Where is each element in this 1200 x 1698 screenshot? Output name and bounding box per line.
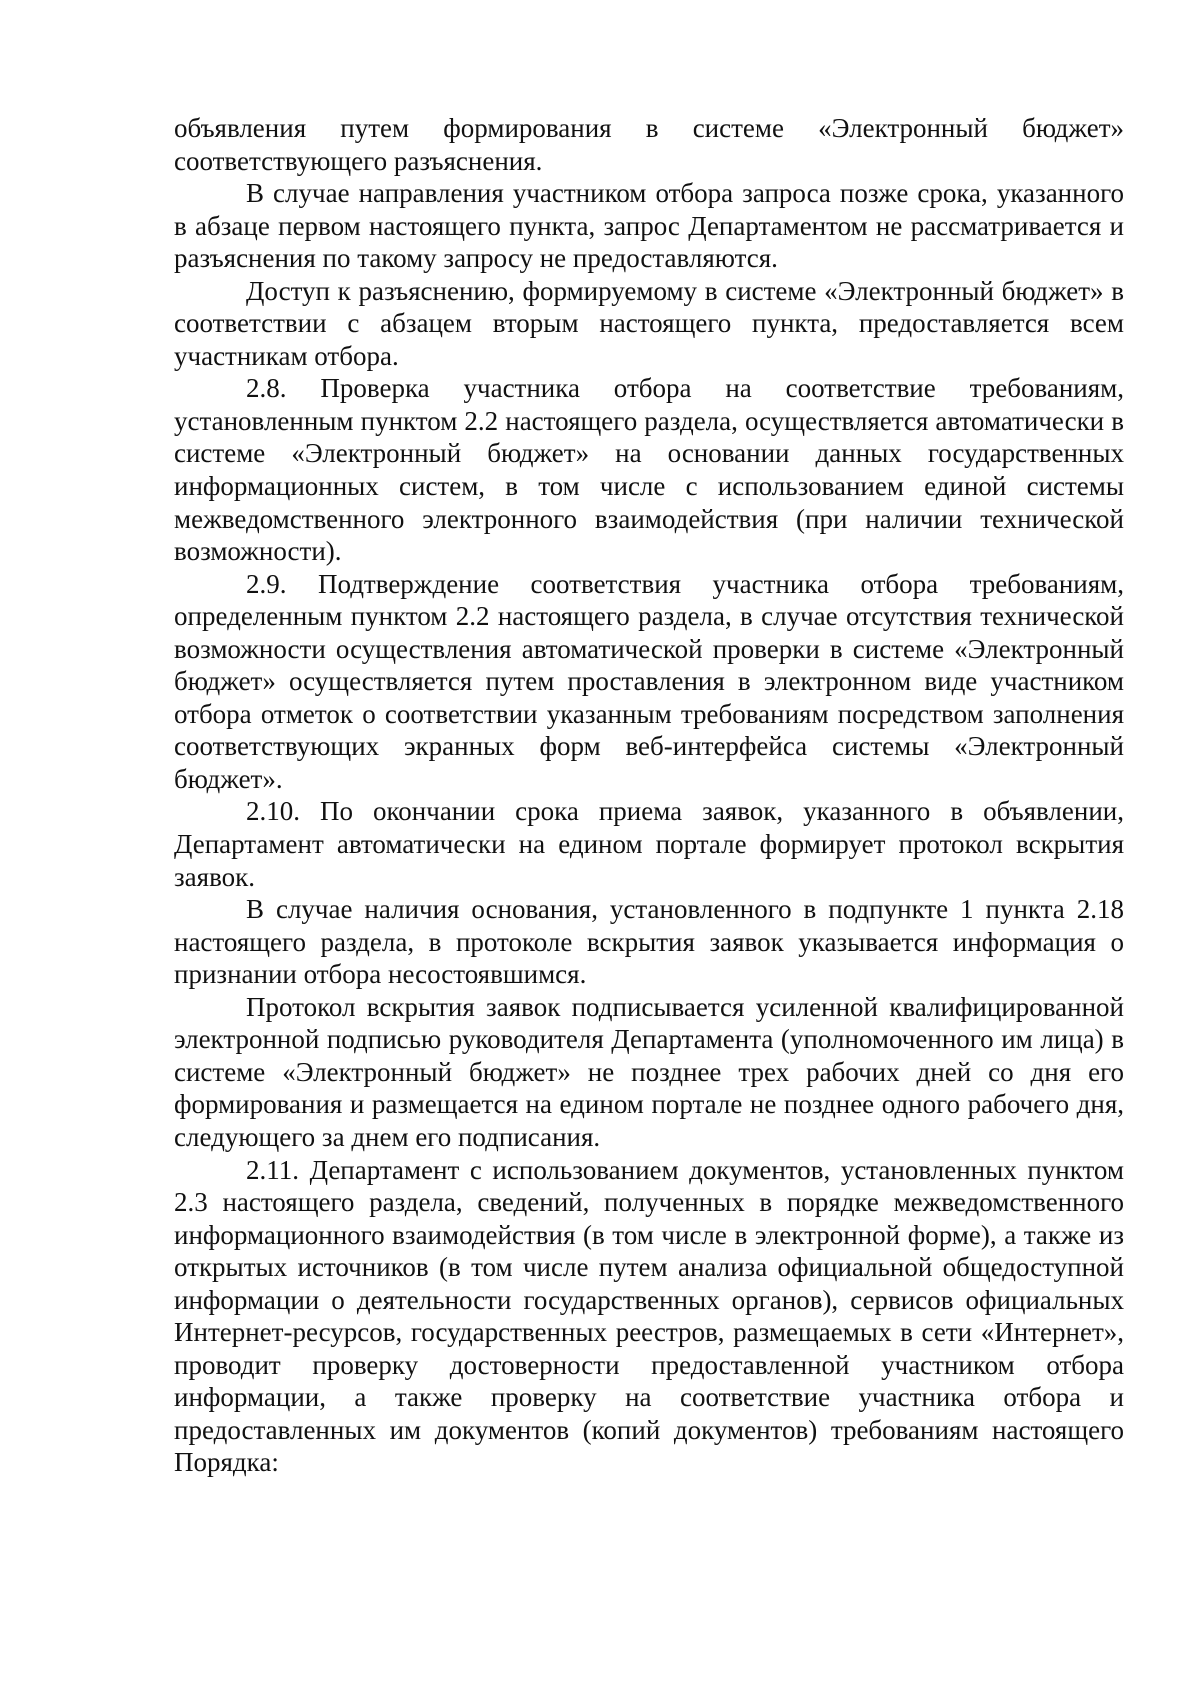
paragraph-continuation: объявления путем формирования в системе «Электронный бюджет» соответствующего разъяснения. xyxy=(174,113,1124,176)
paragraph-protocol-signing: Протокол вскрытия заявок подписывается усиленной квалифицированной электронной подписью руководителя Департамента (уполномоченного им лица) в системе «Электронный бюджет» не позднее трех рабочих дней со дня его формирования и размещается на едином портале не позднее одного рабочего дня, следующего за днем его подписания. xyxy=(174,991,1124,1152)
paragraph-2-8: 2.8. Проверка участника отбора на соответствие требованиям, установленным пунктом 2.2 настоящего раздела, осуществляется автоматически в системе «Электронный бюджет» на основании данных государственных информационных систем, в том числе с использованием единой системы межведомственного электронного взаимодействия (при наличии технической возможности). xyxy=(174,373,1124,567)
document-body xyxy=(174,112,1124,1479)
paragraph-late-request: В случае направления участником отбора запроса позже срока, указанного в абзаце первом настоящего пункта, запрос Департаментом не рассматривается и разъяснения по такому запросу не предоставляются. xyxy=(174,178,1124,274)
paragraph-access-clarification: Доступ к разъяснению, формируемому в системе «Электронный бюджет» в соответствии с абзацем вторым настоящего пункта, предоставляется всем участникам отбора. xyxy=(174,275,1124,371)
paragraph-2-11: 2.11. Департамент с использованием документов, установленных пунктом 2.3 настоящего раздела, сведений, полученных в порядке межведомственного информационного взаимодействия (в том числе в электронной форме), а также из открытых источников (в том числе путем анализа официальной общедоступной информации о деятельности государственных органов), сервисов официальных Интернет-ресурсов, государственных реестров, размещаемых в сети «Интернет», проводит проверку достоверности предоставленной участником отбора информации, а также проверку на соответствие участника отбора и предоставленных им документов (копий документов) требованиям настоящего Порядка: xyxy=(174,1154,1124,1478)
paragraph-2-9: 2.9. Подтверждение соответствия участника отбора требованиям, определенным пунктом 2.2 настоящего раздела, в случае отсутствия технической возможности осуществления автоматической проверки в системе «Электронный бюджет» осуществляется путем проставления в электронном виде участником отбора отметок о соответствии указанным требованиям посредством заполнения соответствующих экранных форм веб-интерфейса системы «Электронный бюджет». xyxy=(174,568,1124,794)
paragraph-protocol-failed-selection: В случае наличия основания, установленного в подпункте 1 пункта 2.18 настоящего раздела, в протоколе вскрытия заявок указывается информация о признании отбора несостоявшимся. xyxy=(174,894,1124,990)
paragraph-2-10: 2.10. По окончании срока приема заявок, указанного в объявлении, Департамент автоматически на едином портале формирует протокол вскрытия заявок. xyxy=(174,796,1124,892)
